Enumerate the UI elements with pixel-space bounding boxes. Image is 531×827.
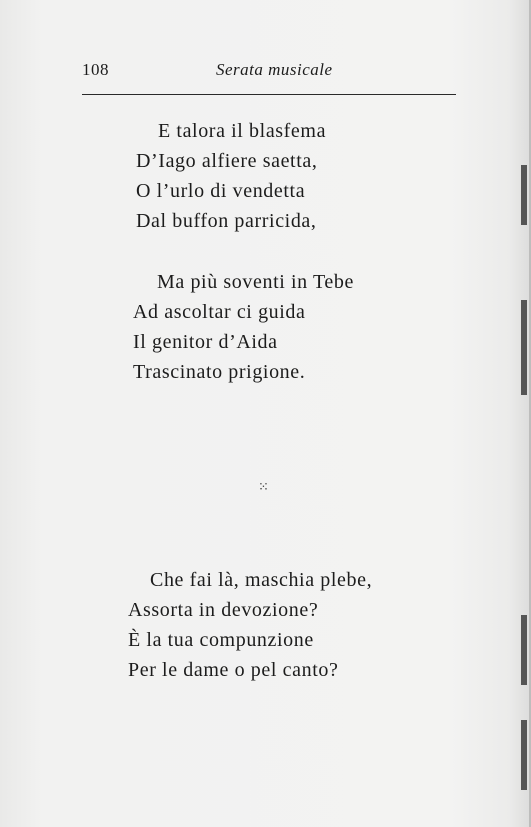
edge-shadow-mark xyxy=(521,300,527,395)
verse-line: Ma più soventi in Tebe xyxy=(157,271,354,293)
verse-line: D’Iago alfiere saetta, xyxy=(136,150,318,172)
header-rule xyxy=(82,94,456,95)
verse-line: Assorta in devozione? xyxy=(128,599,319,621)
stanza-2 xyxy=(133,271,393,391)
verse-line: E talora il blasfema xyxy=(158,120,327,142)
stanza-1 xyxy=(136,120,396,240)
verse-line: Ad ascoltar ci guida xyxy=(133,301,306,323)
stanza-3 xyxy=(128,569,408,689)
verse-line: Il genitor d’Aida xyxy=(133,331,278,353)
running-title: Serata musicale xyxy=(216,60,333,79)
verse-line: Che fai là, maschia plebe, xyxy=(150,569,373,591)
edge-shadow-mark xyxy=(521,720,527,790)
edge-shadow-mark xyxy=(521,615,527,685)
verse-line: Per le dame o pel canto? xyxy=(128,659,339,681)
edge-shadow-mark xyxy=(521,165,527,225)
section-ornament: ⁙ xyxy=(258,480,269,495)
verse-line: O l’urlo di vendetta xyxy=(136,180,306,202)
page-edge xyxy=(517,0,531,827)
verse-line: È la tua compunzione xyxy=(128,629,314,651)
page-header xyxy=(82,60,456,84)
verse-line: Trascinato prigione. xyxy=(133,361,306,383)
page-number: 108 xyxy=(82,60,109,79)
verse-line: Dal buffon parricida, xyxy=(136,210,317,232)
